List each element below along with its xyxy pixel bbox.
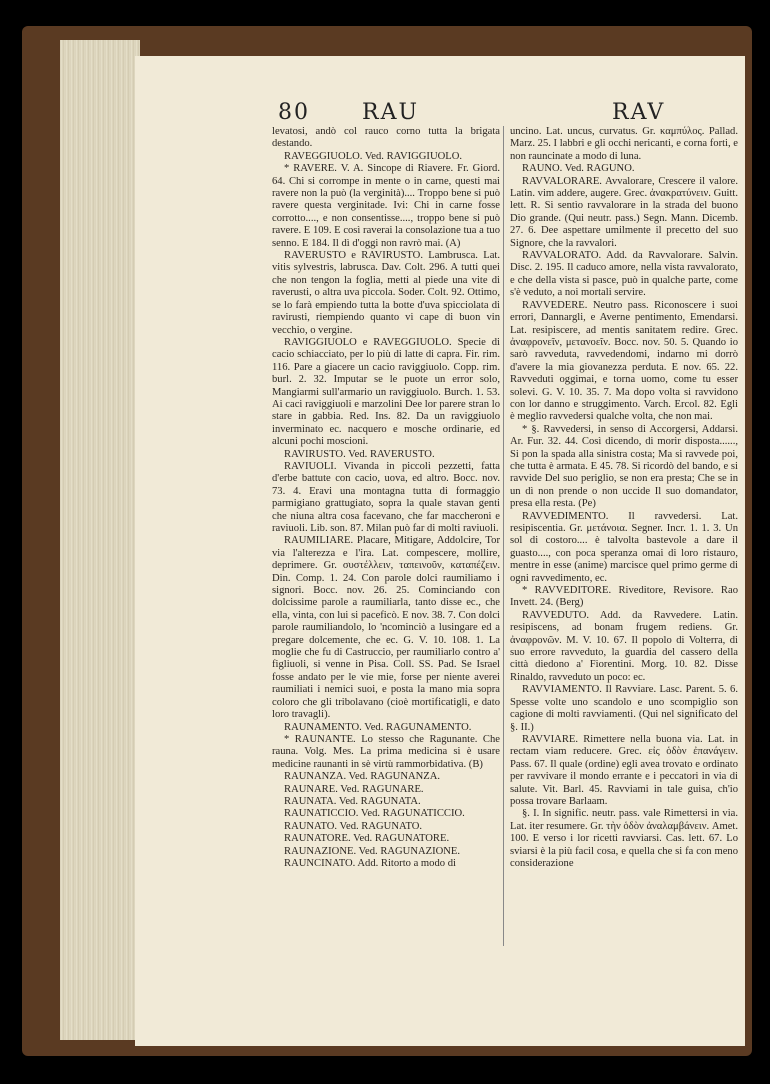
dictionary-entry: RAVVIAMENTO. Il Ravviare. Lasc. Parent. 5. 6. Spesse volte uno scandolo e uno scompiglio son cagione di molti ravviamenti. (Qui nel significato del §. II.) — [510, 684, 738, 733]
dictionary-entry: * RAUNANTE. Lo stesso che Ragunante. Che rauna. Volg. Mes. La prima medicina si è usare medicine raunanti in sè virtù rammorbidativa. (B) — [272, 733, 500, 770]
dictionary-entry: RAVEGGIUOLO. Ved. RAVIGGIUOLO. — [284, 150, 463, 162]
dictionary-entry: RAUNAZIONE. Ved. RAGUNAZIONE. — [284, 845, 461, 857]
dictionary-entry: RAVVIARE. Rimettere nella buona via. Lat. in rectam viam reducere. Grec. εἰς ὁδὸν ἐπανάγειν. Pass. 67. Il quale (ordine) egli avea trovato e ordinato per ravvivare il mondo errante e i peccatori in via di salute. Vit. Barl. 45. Ravviami in tale guisa, ch'io possa trovare Barlaam. — [510, 733, 738, 807]
dictionary-entry: RAVVEDUTO. Add. da Ravvedere. Latin. resipiscens, ad bonam frugem rediens. Gr. ἀναφρονῶν. M. V. 10. 67. Il popolo di Volterra, di suo errore ravveduto, la guardia del cassero della città diedono a' Fiorentini. Morg. 10. 82. Disse Rinaldo, ravveduto un poco: ec. — [510, 609, 738, 683]
page-edges — [60, 40, 140, 1040]
dictionary-entry: RAVVEDIMENTO. Il ravvedersi. Lat. resipiscentia. Gr. μετάνοια. Segner. Incr. 1. 1. 3. Un sol di costoro.... è talvolta bastevole a dare il guasto...., con poca speranza omai di loro ristauro, mentre in esse (anime) marcisce quel primo germe di ogni ravvedimento, ec. — [510, 510, 738, 584]
dictionary-entry: RAUNATICCIO. Ved. RAGUNATICCIO. — [284, 808, 465, 820]
dictionary-entry: RAVVEDERE. Neutro pass. Riconoscere i suoi errori, Dannargli, e Averne pentimento, Emendarsi. Lat. resipiscere, ad mentis sanitatem redire. Grec. ἀναφρονεῖν, μετανοεῖν. Bocc. nov. 50. 5. Quando io sarò ravveduta, ravvedendomi, indarno mi dorrò d'avere la mia giovanezza perduta. E nov. 65. 22. Ravveduti oggimai, e torna uomo, come tu esser solevi. G. V. 10. 35. 7. Ma dopo volta si ravvidono con lor danno e struggimento. Varch. Ercol. 82. Egli è meglio ravvedersi qualche volta, che non mai. — [510, 299, 738, 423]
right-column — [510, 126, 738, 870]
left-running-head: RAU — [362, 100, 419, 125]
right-running-head: RAV — [612, 100, 666, 125]
dictionary-entry: levatosi, andò col rauco corno tutta la brigata destando. — [272, 126, 500, 150]
dictionary-entry: * RAVERE. V. A. Sincope di Riavere. Fr. Giord. 64. Chi si corrompe in mente o in carne, questi mai ravere non la può (la verginità).... Troppo bene si può ravere questa verginitade. Ivi: Chi in carne fosse corrotto...., e non consentisse...., troppo bene si può ravere. E 109. E così raverai la consolazione tua a tuo senno. E 184. Il dì d'oggi non ravrò mai. (A) — [272, 163, 500, 249]
dictionary-entry: RAUNARE. Ved. RAGUNARE. — [284, 783, 424, 795]
dictionary-entry: RAUNATA. Ved. RAGUNATA. — [284, 795, 421, 807]
dictionary-entry: RAUNATO. Ved. RAGUNATO. — [284, 820, 423, 832]
dictionary-entry: RAVVALORARE. Avvalorare, Crescere il valore. Latin. vim addere, augere. Grec. ἀνακρατύνειν. Guitt. lett. R. Si sentìo ravvalorare in la strada del buono Dio grande. (Qui neutr. pass.) Segn. Mann. Dicemb. 27. 6. Dee aspettare umilmente il precetto del suo Signore, che la ravvalori. — [510, 175, 738, 249]
dictionary-entry: RAUNATORE. Ved. RAGUNATORE. — [284, 833, 450, 845]
dictionary-entry: RAUMILIARE. Placare, Mitigare, Addolcire, Tor via l'alterezza e l'ira. Lat. compescere, mollire, deprimere. Gr. συστέλλειν, ταπεινοῦν, καταπέζειν. Din. Comp. 1. 24. Con parole dolci raumiliamo i signori. Bocc. nov. 26. 25. Cominciando con dolcissime parole a raumiliarla, tanto disse ec., che ella, vinta, con lui si paceficò. E nov. 38. 7. Con dolci parole raumiliandolo, lo 'ncominciò a lusingare ed a pregare dolcemente, che ec. G. V. 10. 108. 1. La moglie che fu di Castruccio, per raumiliarlo contro a' figliuoli, si venne in Pisa. Coll. SS. Pad. Se Israel fosse andato per le vie mie, forse per niente averei raumiliati i nemici suoi, e posta la mano mia sopra coloro che gli tribolavano (cioè mortificatigli, e dato loro travagli). — [272, 535, 500, 721]
dictionary-entry: RAVERUSTO e RAVIRUSTO. Lambrusca. Lat. vitis sylvestris, labrusca. Dav. Colt. 296. A tutti quei che non tengon la foglia, metti al piede una vite di raverusti, o altra uva piccola. Soder. Colt. 92. Ottimo, se lo farà empiendo tutta la botte d'uva spicciolata di ravirusti, riempiendo quanto vi cape di buon vin vecchio, o vergine. — [272, 250, 500, 336]
dictionary-entry: §. I. In signific. neutr. pass. vale Rimettersi in via. Lat. iter resumere. Gr. τὴν ὁδὸν ἀναλαμβάνειν. Amet. 100. E verso i lor ricetti ravviarsi. Cas. lett. 67. Lo sviarsi è la più facil cosa, e quella che si fa con meno considerazione — [510, 808, 739, 869]
dictionary-entry: uncino. Lat. uncus, curvatus. Gr. καμπύλος. Pallad. Marz. 25. I labbri e gli occhi nericanti, e corna forti, e non rauncinate a modo di luna. — [510, 126, 738, 162]
dictionary-entry: RAUNO. Ved. RAGUNO. — [522, 163, 635, 175]
left-column — [272, 126, 500, 870]
dictionary-entry: RAVIUOLI. Vivanda in piccoli pezzetti, fatta d'erbe battute con cacio, uova, ed altro. Bocc. nov. 73. 4. Eravi una montagna tutta di formaggio parmigiano grattugiato, sopra la quale stavan genti che niuna altra cosa facevano, che far maccheroni e raviuoli. Lib. son. 87. Milan può far di molti raviuoli. — [272, 460, 500, 534]
dictionary-entry: RAUNCINATO. Add. Ritorto a modo di — [284, 857, 456, 869]
dictionary-entry: RAUNANZA. Ved. RAGUNANZA. — [284, 771, 441, 783]
page-number: 80 — [278, 100, 310, 125]
dictionary-entry: * RAVVEDITORE. Riveditore, Revisore. Rao Invett. 24. (Berg) — [510, 585, 738, 609]
dictionary-entry: * §. Ravvedersi, in senso di Accorgersi, Addarsi. Ar. Fur. 32. 44. Così dicendo, di morir disposta......, Si pon la spada alla sinistra costa; Ma si ravvede poi, che tutta è armata. E 45. 78. Si ricordò del bando, e si ravvide Del suo periglio, se non era presta; Che se in un dì non prende o non uccide Il suo domandator, presa ella resta. (Pe) — [510, 423, 738, 510]
dictionary-entry: RAUNAMENTO. Ved. RAGUNAMENTO. — [284, 721, 472, 733]
dictionary-entry: RAVIGGIUOLO e RAVEGGIUOLO. Specie di cacio schiacciato, per lo più di latte di capra. Fir. rim. 116. Pare a giacere un cacio raviggiuolo. Copp. rim. burl. 2. 32. Imputar se le puote un error solo, Mangiarmi sull'armario un raviggiuolo. Burch. 1. 53. Ai caci raviggiuoli e marzolini Dee lor parere stran lo stare in gabbia. Red. Ins. 82. Da un raviggiuolo inverminato ec. nacquero e mosche ordinarie, ed alcuni pochi moscioni. — [272, 336, 500, 448]
dictionary-entry: RAVIRUSTO. Ved. RAVERUSTO. — [284, 448, 435, 460]
dictionary-entry: RAVVALORATO. Add. da Ravvalorare. Salvin. Disc. 2. 195. Il caduco amore, nella vista ravvalorato, e che della vista si pasce, può in qualche parte, come s'è veduto, a noi mortali servire. — [510, 250, 738, 299]
column-rule — [503, 126, 504, 946]
